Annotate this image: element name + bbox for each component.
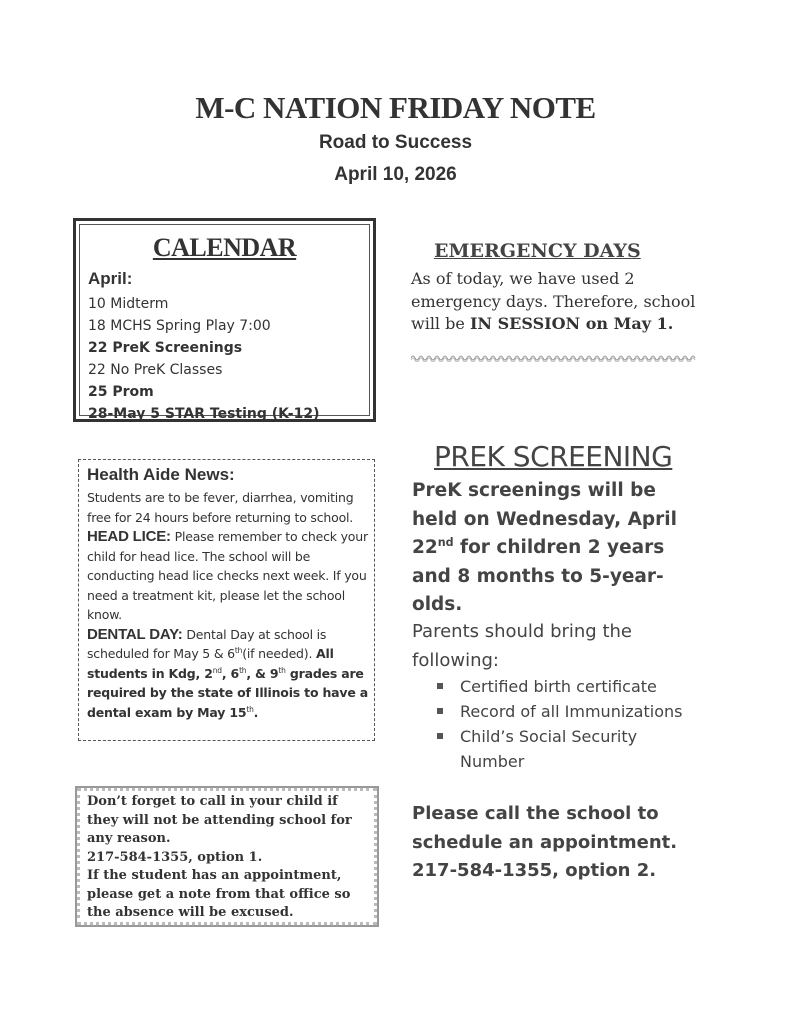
health-dental-paragraph — [87, 625, 371, 723]
prek-phone: 217-584-1355, option 2. — [412, 860, 657, 881]
calendar-box — [73, 218, 376, 422]
prek-item-list — [437, 674, 697, 774]
calendar-event: 28-May 5 STAR Testing (K-12) — [88, 406, 320, 422]
health-dental-bold: All students in Kdg, 2 — [87, 646, 334, 681]
health-dental-sup: nd — [212, 665, 222, 675]
prek-intro-sup: nd — [437, 535, 454, 549]
prek-heading: PREK SCREENING — [434, 440, 673, 473]
health-dental-text: Dental Day at school is scheduled for May 5 & 6 — [87, 626, 327, 661]
page-date: April 10, 2026 — [334, 164, 457, 185]
health-lice-text: Please remember to check your child for head lice. The school will be conducting head lice checks next week. If you need a treatment kit, please let the school know. — [87, 529, 368, 622]
health-dental-label: DENTAL DAY: — [87, 625, 183, 643]
health-dental-sup: th — [278, 665, 286, 675]
calendar-event: 10 Midterm — [88, 296, 169, 312]
emergency-text-bold: IN SESSION on May 1. — [469, 314, 674, 333]
calendar-event: 22 No PreK Classes — [88, 362, 223, 378]
list-item — [437, 674, 697, 699]
emergency-text — [411, 268, 701, 336]
health-dental-sup: th — [234, 645, 243, 655]
health-lice-label: HEAD LICE: — [87, 528, 171, 545]
health-text — [87, 488, 371, 722]
prek-parents-text: Parents should bring the following: — [412, 621, 632, 671]
list-item — [437, 699, 697, 724]
health-aide-box — [78, 459, 375, 741]
prek-intro-text: PreK screenings will be held on Wednesday, April 22 — [412, 480, 677, 558]
attendance-box — [75, 786, 379, 927]
calendar-event: 18 MCHS Spring Play 7:00 — [88, 318, 271, 334]
calendar-event-list — [88, 293, 320, 425]
prek-call — [412, 800, 712, 886]
calendar-heading: CALENDAR — [152, 233, 297, 262]
health-dental-text: (if needed). — [242, 646, 317, 661]
health-heading: Health Aide News: — [87, 465, 235, 484]
emergency-heading: EMERGENCY DAYS — [434, 240, 641, 262]
list-item-text: Record of all Immunizations — [460, 702, 683, 721]
calendar-month: April: — [88, 269, 133, 288]
health-fever-text: Students are to be fever, diarrhea, vomiting free for 24 hours before returning to school. — [87, 490, 354, 525]
list-item-text: Certified birth certificate — [460, 677, 657, 696]
attendance-phone: 217-584-1355, option 1. — [87, 849, 263, 865]
page-subtitle: Road to Success — [318, 132, 473, 153]
calendar-event: 25 Prom — [88, 384, 154, 400]
list-item — [437, 724, 697, 774]
calendar-inner-frame — [79, 224, 370, 422]
health-dental-bold: , 6 — [221, 665, 240, 681]
list-item-text: Child’s Social Security Number — [460, 727, 638, 771]
square-bullet-icon — [437, 733, 443, 739]
health-dental-sup: th — [239, 665, 247, 675]
page-title: M-C NATION FRIDAY NOTE — [195, 90, 596, 125]
wavy-divider — [411, 354, 696, 362]
square-bullet-icon — [437, 708, 443, 714]
health-dental-bold: . — [253, 704, 259, 720]
health-dental-bold: , & 9 — [246, 665, 279, 681]
health-dental-sup: th — [246, 704, 254, 714]
prek-intro — [412, 477, 702, 620]
emergency-text-plain: As of today, we have used 2 emergency days. Therefore, school will be — [411, 269, 696, 333]
health-lice-paragraph — [87, 527, 371, 625]
health-dental-bold: grades are required by the state of Illinois to have a dental exam by May 15 — [87, 665, 369, 720]
square-bullet-icon — [437, 683, 443, 689]
attendance-line: If the student has an appointment, please get a note from that office so the absence will be excused. — [87, 868, 351, 920]
calendar-event: 22 PreK Screenings — [88, 340, 243, 356]
attendance-text — [87, 793, 369, 923]
prek-call-text: Please call the school to schedule an appointment. — [412, 803, 678, 853]
attendance-line: Don’t forget to call in your child if they will not be attending school for any reason. — [87, 794, 352, 846]
prek-intro-text: for children 2 years and 8 months to 5-year-olds. — [412, 537, 665, 615]
